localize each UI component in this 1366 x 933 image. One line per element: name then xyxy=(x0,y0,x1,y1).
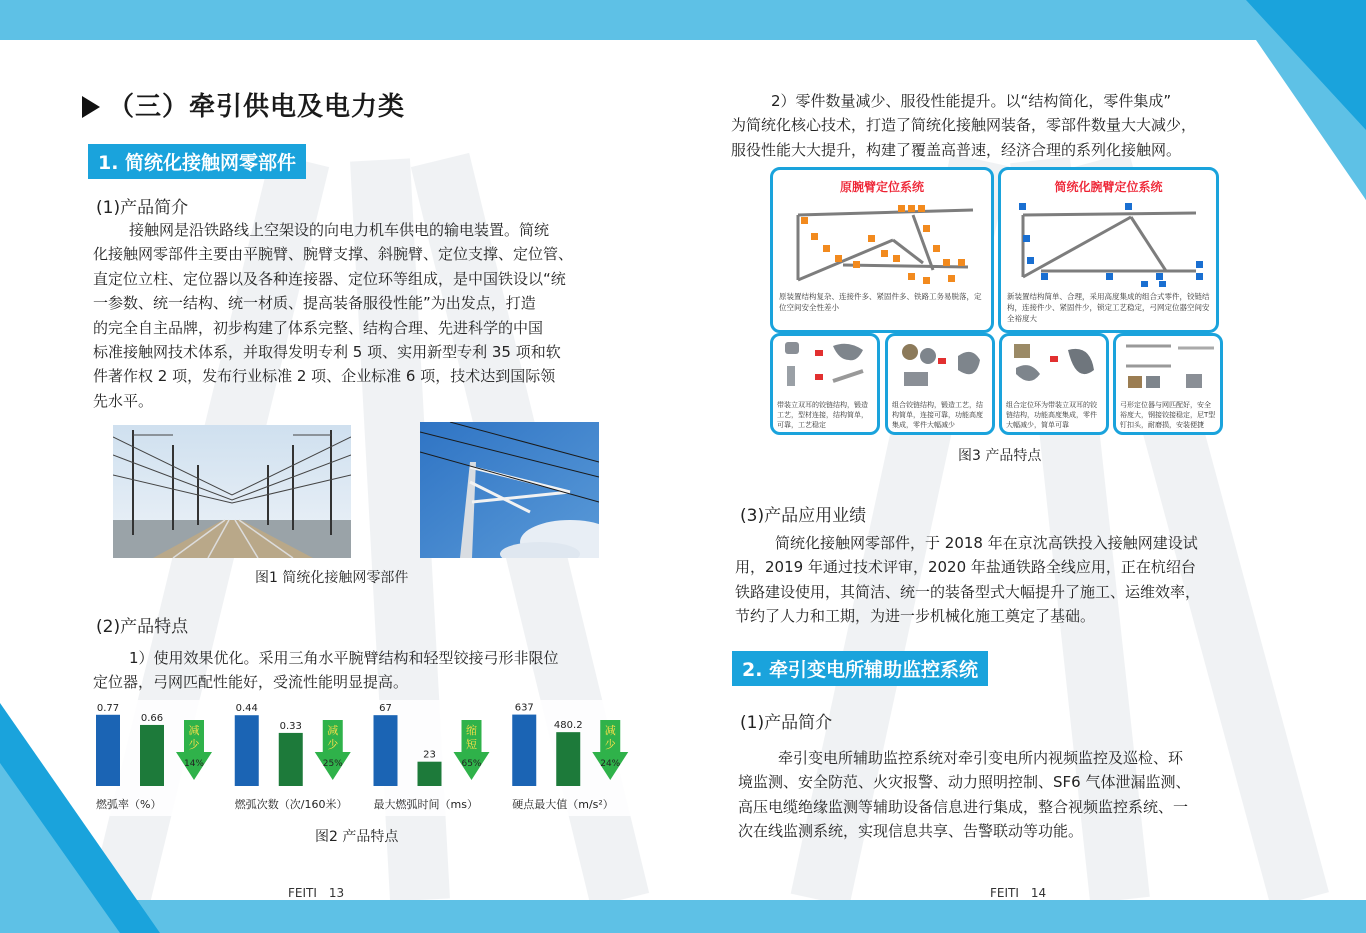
cantilever-photo-sky xyxy=(420,422,599,558)
bar-value-label: 637 xyxy=(514,702,534,714)
figure3-caption: 图3 产品特点 xyxy=(958,448,1042,464)
part-card-2-text: 组合铰链结构，锻造工艺，结构简单，连接可靠，功能高度集成，零件大幅减少 xyxy=(892,401,983,429)
part-illustration-1 xyxy=(773,336,877,396)
part-card-4-text: 弓形定位器与网匹配好，安全裕度大，钢接铰接稳定，尼T型钉扣头，耐磨损，安装便捷 xyxy=(1120,401,1216,429)
results-paragraph: 简统化接触网零部件，于 2018 年在京沈高铁投入接触网建设试 用，2019 年通过技术评审，2020 年盐通铁路全线应用，正在杭绍台 铁路建设使用，其简洁、统一的装备型式大幅提升了施工、运维效率， 节约了人力和工期，为进一步机械化施工奠定了基础。 xyxy=(735,534,1201,626)
diagram-simplified-cantilever xyxy=(998,167,1219,333)
part-card-1 xyxy=(770,333,880,435)
arrow-label: 短 xyxy=(466,738,477,751)
arrow-percent: 24% xyxy=(600,759,621,769)
arrow-label: 减 xyxy=(327,724,339,737)
bar-1-1 xyxy=(96,715,120,786)
intro2-paragraph: 牵引变电所辅助监控系统对牵引变电所内视频监控及巡检、环 境监测、安全防范、火灾报警、动力照明控制、SF6 气体泄漏监测、 高压电缆绝缘监测等辅助设备信息进行集成，整合视频监控系统、一 次在线监测系统，实现信息共享、告警联动等功能。 xyxy=(738,749,1191,841)
arrow-percent: 25% xyxy=(322,759,343,769)
catenary-photo-railway xyxy=(113,425,351,558)
axis-label: 燃弧次数（次/160米） xyxy=(234,798,348,811)
arrow-label: 缩 xyxy=(466,724,477,737)
bar-3-1 xyxy=(374,715,398,786)
part-illustration-4 xyxy=(1116,336,1220,396)
arrow-label: 减 xyxy=(604,724,616,737)
part-card-2 xyxy=(885,333,995,435)
bottom-band xyxy=(0,900,1366,933)
footer-right: FEITI 14 xyxy=(990,886,1047,900)
diagram-simplified-note: 新装置结构简单、合理，采用高度集成的组合式零件，铰链结构，连接件少、紧固件少，锁定工艺稳定，弓网定位器空间安全裕度大 xyxy=(1007,292,1210,323)
intro-title: (1)产品简介 xyxy=(96,198,189,218)
part-card-3 xyxy=(999,333,1109,435)
bar-1-2 xyxy=(140,725,164,786)
diagram-original-note: 原装置结构复杂、连接件多、紧固件多、铁路工务易脱落，定位空间安全性差小 xyxy=(779,292,982,312)
feature2-paragraph: 2）零件数量减少、服役性能提升。以“结构简化，零件集成” 为简统化核心技术，打造了简统化接触网装备，零部件数量大大减少， 服役性能大大提升，构建了覆盖高普速，经济合理的系列化接触网。 xyxy=(731,92,1197,159)
arrow-label: 少 xyxy=(188,738,200,751)
intro-paragraph: 接触网是沿铁路线上空架设的向电力机车供电的输电装置。简统 化接触网零部件主要由平腕臂、腕臂支撑、斜腕臂、定位支撑、定位管、 直定位立柱、定位器以及各种连接器、定位环等组成，是中国铁设以“统 一参数、统一结构、统一材质、提高装备服役性能”为出发点，打造 的完全自主品牌，初步构建了体系完整、结构合理、先进科学的中国 标准接触网技术体系，并取得发明专利 5 项、实用新型专利 35 项和软 件著作权 2 项，发布行业标准 2 项、企业标准 6 项，技术达到国际领 先水平。 xyxy=(93,221,574,410)
figure2-caption: 图2 产品特点 xyxy=(315,829,399,845)
axis-label: 最大燃弧时间（ms） xyxy=(373,798,478,811)
bar-value-label: 23 xyxy=(423,749,436,761)
bar-value-label: 0.33 xyxy=(279,720,302,732)
results-title: (3)产品应用业绩 xyxy=(740,506,867,526)
bar-4-1 xyxy=(512,715,536,786)
diagram-original-cantilever xyxy=(770,167,994,333)
footer-left: FEITI 13 xyxy=(288,886,345,900)
bar-2-1 xyxy=(235,715,259,786)
features-title: (2)产品特点 xyxy=(96,617,189,637)
original-cantilever-drawing xyxy=(773,195,991,287)
arrow-label: 少 xyxy=(604,738,616,751)
bar-value-label: 0.66 xyxy=(140,712,164,724)
top-band xyxy=(0,0,1366,40)
diagram-original-title: 原腕臂定位系统 xyxy=(839,180,924,194)
figure1-caption: 图1 简统化接触网零部件 xyxy=(255,570,409,586)
bar-value-label: 0.44 xyxy=(235,703,258,715)
arrow-label: 少 xyxy=(327,738,339,751)
bar-value-label: 67 xyxy=(379,703,392,715)
bar-value-label: 0.77 xyxy=(96,702,120,714)
axis-label: 燃弧率（%） xyxy=(96,798,162,811)
arrow-label: 减 xyxy=(188,724,200,737)
bar-value-label: 480.2 xyxy=(553,720,583,732)
part-illustration-2 xyxy=(888,336,992,396)
section-title-2: 2. 牵引变电所辅助监控系统 xyxy=(732,651,988,686)
bar-2-2 xyxy=(279,733,303,786)
arrow-percent: 65% xyxy=(461,759,482,769)
feature1-paragraph: 1）使用效果优化。采用三角水平腕臂结构和轻型铰接弓形非限位 定位器，弓网匹配性能好，受流性能明显提高。 xyxy=(93,649,559,692)
bar-4-2 xyxy=(556,732,580,786)
diagram-simplified-title: 简统化腕臂定位系统 xyxy=(1054,180,1163,194)
bar-3-2 xyxy=(418,762,442,786)
part-illustration-3 xyxy=(1002,336,1106,396)
part-card-4 xyxy=(1113,333,1223,435)
axis-label: 硬点最大值（m/s²） xyxy=(512,798,614,811)
features-bar-charts xyxy=(88,698,643,820)
page-heading: （三）牵引供电及电力类 xyxy=(82,86,405,123)
part-card-3-text: 组合定位环为带装立双耳的铰链结构，功能高度集成，零件大幅减少，简单可靠 xyxy=(1006,401,1097,429)
intro2-title: (1)产品简介 xyxy=(740,713,833,733)
simplified-cantilever-drawing xyxy=(1001,195,1216,287)
arrow-percent: 14% xyxy=(183,759,205,769)
section-title-1: 1. 简统化接触网零部件 xyxy=(88,144,306,179)
play-triangle-icon xyxy=(82,96,100,118)
part-card-1-text: 带装立双耳的铰链结构，锻造工艺，型材连接，结构简单，可靠，工艺稳定 xyxy=(777,401,868,429)
